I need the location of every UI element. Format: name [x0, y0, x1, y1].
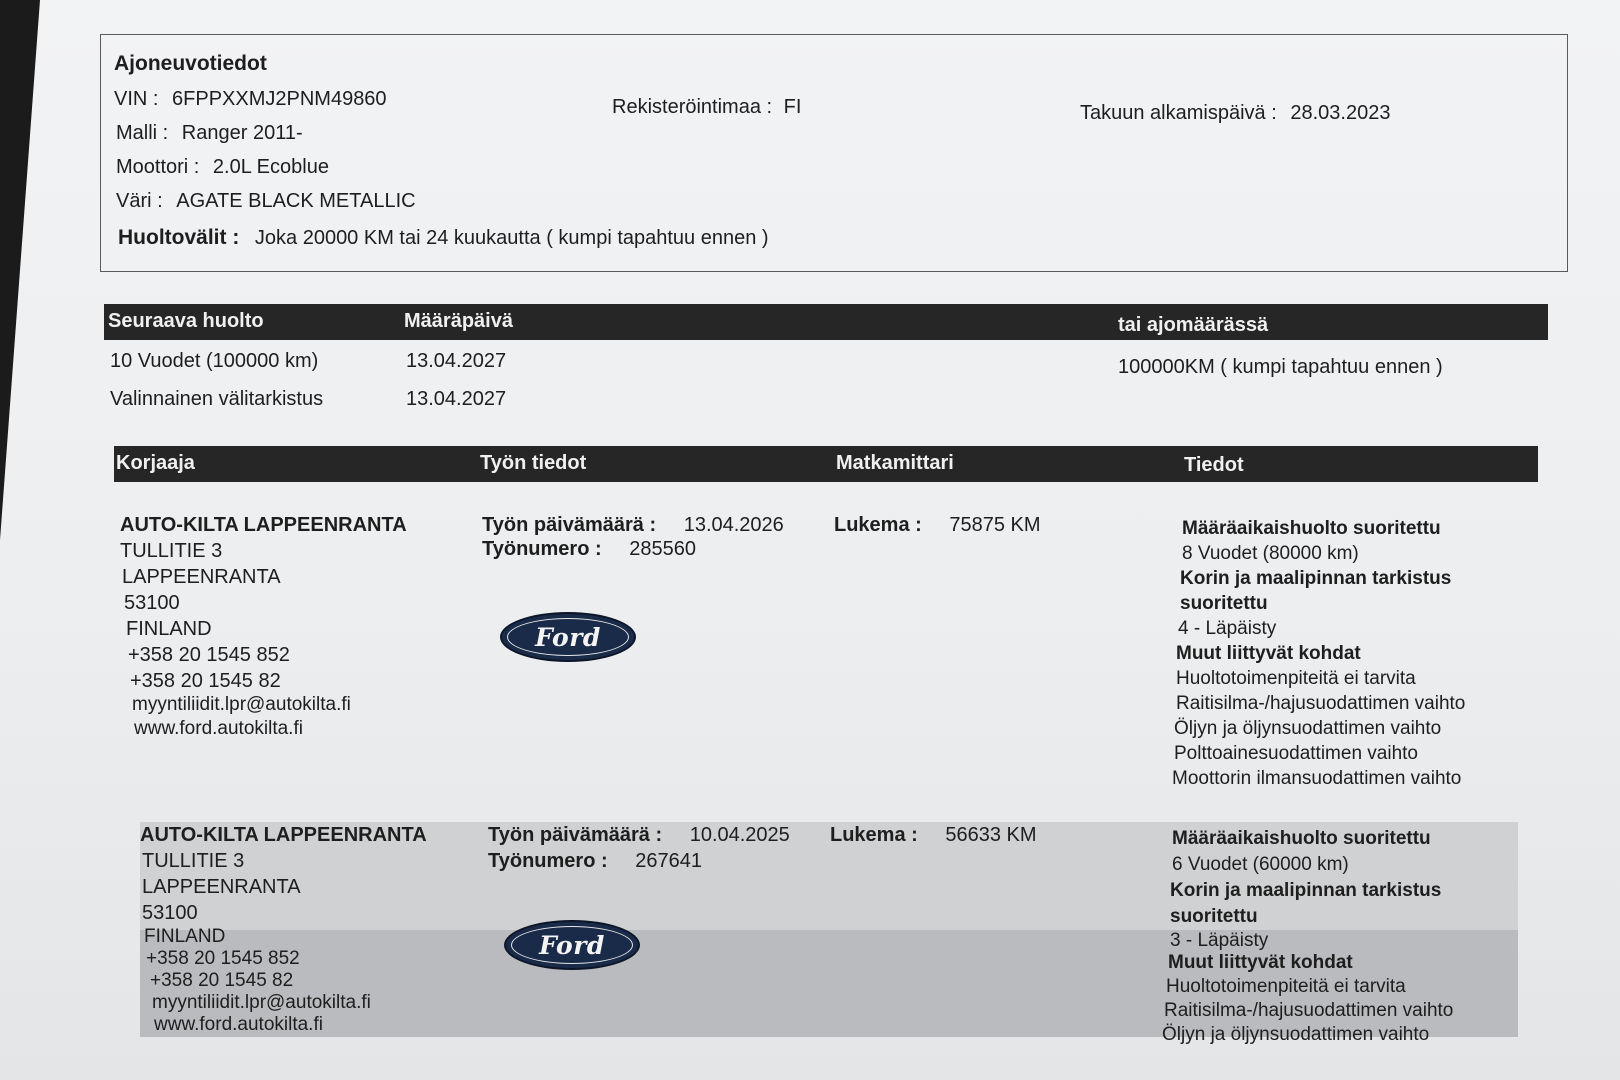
- next-service-col-date: Määräpäivä: [404, 310, 513, 332]
- next-service-row-2-date: 13.04.2027: [406, 388, 507, 410]
- dealer-website: www.ford.autokilta.fi: [134, 718, 303, 739]
- job-number-row: [482, 538, 696, 561]
- ford-logo-wordmark: Ford: [511, 926, 633, 964]
- detail-line: suoritettu: [1170, 906, 1258, 927]
- detail-line: Huoltotoimenpiteitä ei tarvita: [1176, 668, 1416, 689]
- job-number-value: 267641: [635, 850, 702, 872]
- next-service-col-service: Seuraava huolto: [108, 310, 264, 332]
- vin-row: [114, 88, 387, 111]
- job-number-value: 285560: [629, 538, 696, 560]
- detail-line: 3 - Läpäisty: [1170, 930, 1269, 951]
- vin-value: 6FPPXXMJ2PNM49860: [172, 88, 387, 110]
- detail-line: Moottorin ilmansuodattimen vaihto: [1172, 768, 1462, 789]
- history-col-odometer: Matkamittari: [836, 452, 954, 474]
- background-edge: [0, 0, 40, 540]
- odometer-label: Lukema :: [830, 824, 918, 846]
- dealer-email: myyntiliidit.lpr@autokilta.fi: [132, 694, 351, 715]
- odometer-row: [830, 824, 1037, 847]
- odometer-label: Lukema :: [834, 514, 922, 536]
- dealer-postcode: 53100: [142, 902, 198, 924]
- work-date-row: [488, 824, 790, 847]
- country-value: FI: [783, 96, 802, 118]
- next-service-col-mileage: tai ajomäärässä: [1118, 314, 1269, 336]
- detail-line: Korin ja maalipinnan tarkistus: [1180, 568, 1452, 589]
- next-service-header: [104, 304, 1548, 340]
- dealer-website: www.ford.autokilta.fi: [154, 1014, 323, 1035]
- detail-line: Polttoainesuodattimen vaihto: [1174, 743, 1418, 764]
- job-number-label: Työnumero :: [488, 850, 608, 872]
- country-row: [612, 96, 801, 119]
- ford-logo: [504, 920, 640, 970]
- interval-row: [118, 226, 769, 250]
- next-service-row-1-mileage: 100000KM ( kumpi tapahtuu ennen ): [1118, 356, 1443, 378]
- detail-line: Raitisilma-/hajusuodattimen vaihto: [1164, 1000, 1454, 1021]
- work-date-value: 10.04.2025: [689, 824, 790, 846]
- engine-row: [116, 156, 329, 179]
- detail-line: 8 Vuodet (80000 km): [1182, 543, 1359, 564]
- ford-logo: [500, 612, 636, 662]
- detail-line: 6 Vuodet (60000 km): [1172, 854, 1349, 875]
- model-label: Malli :: [116, 122, 169, 144]
- detail-line: Muut liittyvät kohdat: [1176, 643, 1361, 664]
- odometer-value: 56633 KM: [945, 824, 1037, 846]
- dealer-street: TULLITIE 3: [120, 540, 223, 562]
- warranty-label: Takuun alkamispäivä :: [1080, 102, 1277, 124]
- dealer-city: LAPPEENRANTA: [122, 566, 281, 588]
- country-label: Rekisteröintimaa :: [612, 96, 773, 118]
- history-col-dealer: Korjaaja: [116, 452, 195, 474]
- dealer-city: LAPPEENRANTA: [142, 876, 301, 898]
- odometer-row: [834, 514, 1041, 537]
- dealer-name: AUTO-KILTA LAPPEENRANTA: [140, 824, 427, 846]
- color-row: [116, 190, 416, 213]
- next-service-row-2-name: Valinnainen välitarkistus: [110, 388, 324, 410]
- warranty-row: [1080, 102, 1390, 125]
- dealer-postcode: 53100: [124, 592, 180, 614]
- odometer-value: 75875 KM: [949, 514, 1041, 536]
- interval-value: Joka 20000 KM tai 24 kuukautta ( kumpi tapahtuu ennen ): [254, 227, 769, 249]
- history-header: [114, 446, 1538, 482]
- job-number-row: [488, 850, 702, 873]
- detail-line: Öljyn ja öljynsuodattimen vaihto: [1162, 1024, 1430, 1045]
- next-service-row-1-date: 13.04.2027: [406, 350, 507, 372]
- ford-logo-wordmark: Ford: [507, 618, 629, 656]
- dealer-phone-2: +358 20 1545 82: [150, 970, 294, 991]
- dealer-phone-1: +358 20 1545 852: [146, 948, 300, 969]
- detail-line: Raitisilma-/hajusuodattimen vaihto: [1176, 693, 1466, 714]
- interval-label: Huoltovälit :: [118, 226, 240, 249]
- work-date-value: 13.04.2026: [683, 514, 784, 536]
- dealer-street: TULLITIE 3: [142, 850, 245, 872]
- detail-line: 4 - Läpäisty: [1178, 618, 1277, 639]
- work-date-row: [482, 514, 784, 537]
- model-value: Ranger 2011-: [181, 122, 303, 144]
- detail-line: Öljyn ja öljynsuodattimen vaihto: [1174, 718, 1442, 739]
- history-col-details: Tiedot: [1184, 454, 1244, 476]
- dealer-phone-2: +358 20 1545 82: [130, 670, 281, 692]
- engine-value: 2.0L Ecoblue: [212, 156, 329, 178]
- detail-line: Määräaikaishuolto suoritettu: [1172, 828, 1431, 849]
- work-date-label: Työn päivämäärä :: [482, 514, 657, 536]
- engine-label: Moottori :: [116, 156, 200, 178]
- vehicle-info-title: Ajoneuvotiedot: [114, 52, 267, 75]
- dealer-phone-1: +358 20 1545 852: [128, 644, 290, 666]
- dealer-email: myyntiliidit.lpr@autokilta.fi: [152, 992, 371, 1013]
- dealer-name: AUTO-KILTA LAPPEENRANTA: [120, 514, 407, 536]
- dealer-country: FINLAND: [144, 926, 226, 947]
- detail-line: Muut liittyvät kohdat: [1168, 952, 1353, 973]
- history-col-job: Työn tiedot: [480, 452, 587, 474]
- vin-label: VIN :: [114, 88, 159, 110]
- detail-line: suoritettu: [1180, 593, 1268, 614]
- detail-line: Määräaikaishuolto suoritettu: [1182, 518, 1441, 539]
- job-number-label: Työnumero :: [482, 538, 602, 560]
- detail-line: Korin ja maalipinnan tarkistus: [1170, 880, 1442, 901]
- warranty-value: 28.03.2023: [1290, 102, 1391, 124]
- color-label: Väri :: [116, 190, 163, 212]
- next-service-row-1-name: 10 Vuodet (100000 km): [110, 350, 319, 372]
- color-value: AGATE BLACK METALLIC: [176, 190, 416, 212]
- dealer-country: FINLAND: [126, 618, 212, 640]
- detail-line: Huoltotoimenpiteitä ei tarvita: [1166, 976, 1406, 997]
- work-date-label: Työn päivämäärä :: [488, 824, 663, 846]
- model-row: [116, 122, 303, 145]
